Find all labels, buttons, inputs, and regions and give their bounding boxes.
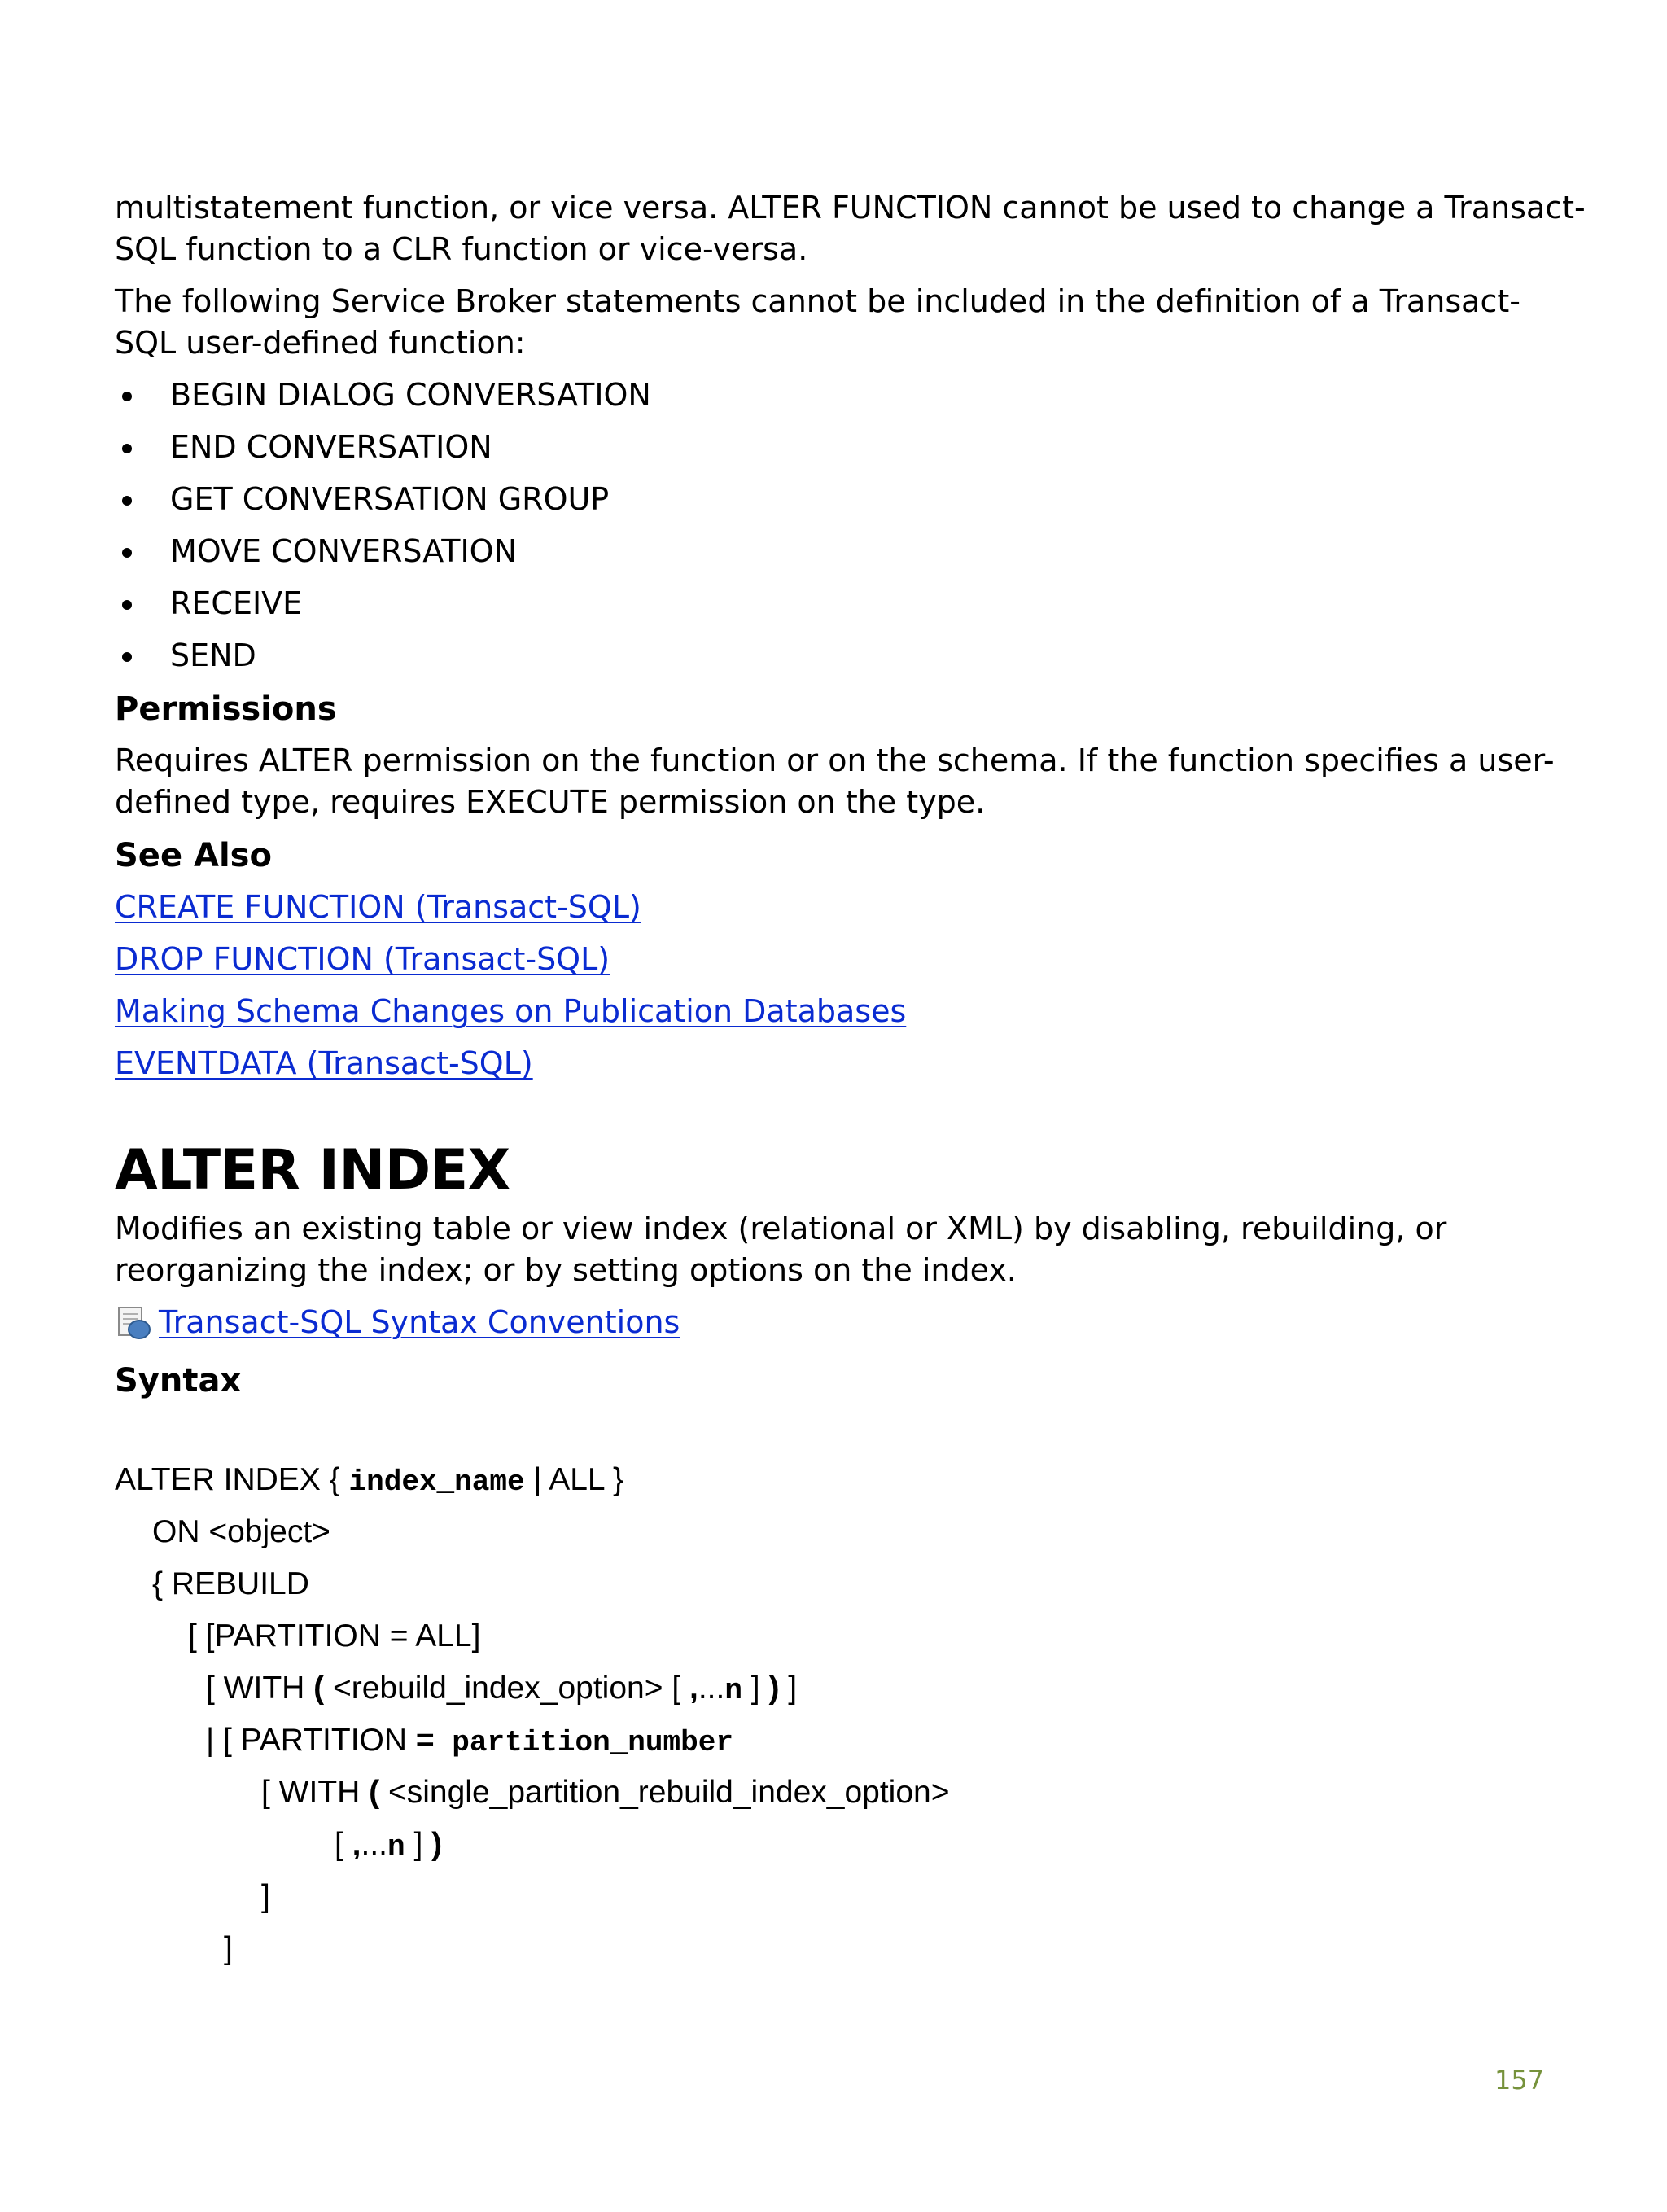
- link-schema-changes[interactable]: Making Schema Changes on Publication Databases: [115, 993, 907, 1029]
- intro-paragraph: [115, 187, 1586, 270]
- intro-line-2: SQL function to a CLR function or vice-versa.: [115, 231, 808, 267]
- alter-index-desc-line-2: reorganizing the index; or by setting options on the index.: [115, 1252, 1017, 1288]
- list-item: GET CONVERSATION GROUP: [115, 479, 1564, 520]
- syntax-code-block: [115, 1459, 1564, 1980]
- syntax-line: ]: [224, 1931, 233, 1966]
- syntax-line: ALTER INDEX { index_name | ALL }: [115, 1462, 624, 1499]
- list-item: MOVE CONVERSATION: [115, 531, 1564, 572]
- bullet-icon: [122, 652, 132, 662]
- permissions-paragraph: [115, 740, 1564, 823]
- syntax-line: [ WITH ( <single_partition_rebuild_index_option>: [261, 1775, 950, 1810]
- list-item: END CONVERSATION: [115, 427, 1564, 468]
- syntax-line: { REBUILD: [152, 1566, 309, 1601]
- syntax-line: | [ PARTITION = partition_number: [206, 1723, 733, 1759]
- bullet-icon: [122, 496, 132, 506]
- document-page: [115, 187, 1586, 1980]
- list-item: BEGIN DIALOG CONVERSATION: [115, 375, 1564, 416]
- bullet-icon: [122, 444, 132, 453]
- syntax-line: [ [PARTITION = ALL]: [188, 1618, 481, 1654]
- link-create-function[interactable]: CREATE FUNCTION (Transact-SQL): [115, 889, 641, 925]
- alter-index-description: [115, 1208, 1564, 1291]
- alter-index-title: ALTER INDEX: [115, 1138, 510, 1202]
- syntax-line: [ WITH ( <rebuild_index_option> [ ,...n ] ) ]: [206, 1671, 798, 1707]
- service-broker-paragraph: [115, 281, 1564, 364]
- service-broker-line-1: The following Service Broker statements cannot be included in the definition of a Transact-: [115, 283, 1520, 319]
- page-number: 157: [1494, 2065, 1545, 2096]
- bullet-icon: [122, 600, 132, 610]
- list-item: SEND: [115, 635, 1564, 677]
- service-broker-list: [115, 375, 1564, 677]
- see-also-links: [115, 887, 1564, 1084]
- syntax-line: [ ,...n ] ): [335, 1827, 443, 1864]
- intro-line-1: multistatement function, or vice versa. ALTER FUNCTION cannot be used to change a Transact-: [115, 190, 1586, 226]
- document-syntax-icon: [115, 1305, 151, 1341]
- permissions-heading: Permissions: [115, 690, 337, 728]
- service-broker-line-2: SQL user-defined function:: [115, 325, 526, 361]
- permissions-line-1: Requires ALTER permission on the function or on the schema. If the function specifies a user-: [115, 742, 1555, 778]
- alter-index-desc-line-1: Modifies an existing table or view index (relational or XML) by disabling, rebuilding, or: [115, 1211, 1447, 1246]
- link-syntax-conventions[interactable]: Transact-SQL Syntax Conventions: [159, 1304, 680, 1340]
- permissions-line-2: defined type, requires EXECUTE permission on the type.: [115, 784, 986, 820]
- bullet-icon: [122, 548, 132, 558]
- see-also-heading: See Also: [115, 837, 272, 874]
- syntax-line: ]: [261, 1879, 270, 1914]
- list-item: RECEIVE: [115, 583, 1564, 624]
- syntax-line: ON <object>: [152, 1514, 330, 1549]
- link-eventdata[interactable]: EVENTDATA (Transact-SQL): [115, 1045, 533, 1081]
- syntax-heading: Syntax: [115, 1362, 242, 1399]
- bullet-icon: [122, 392, 132, 401]
- syntax-conventions-row: [115, 1302, 1564, 1343]
- link-drop-function[interactable]: DROP FUNCTION (Transact-SQL): [115, 941, 610, 977]
